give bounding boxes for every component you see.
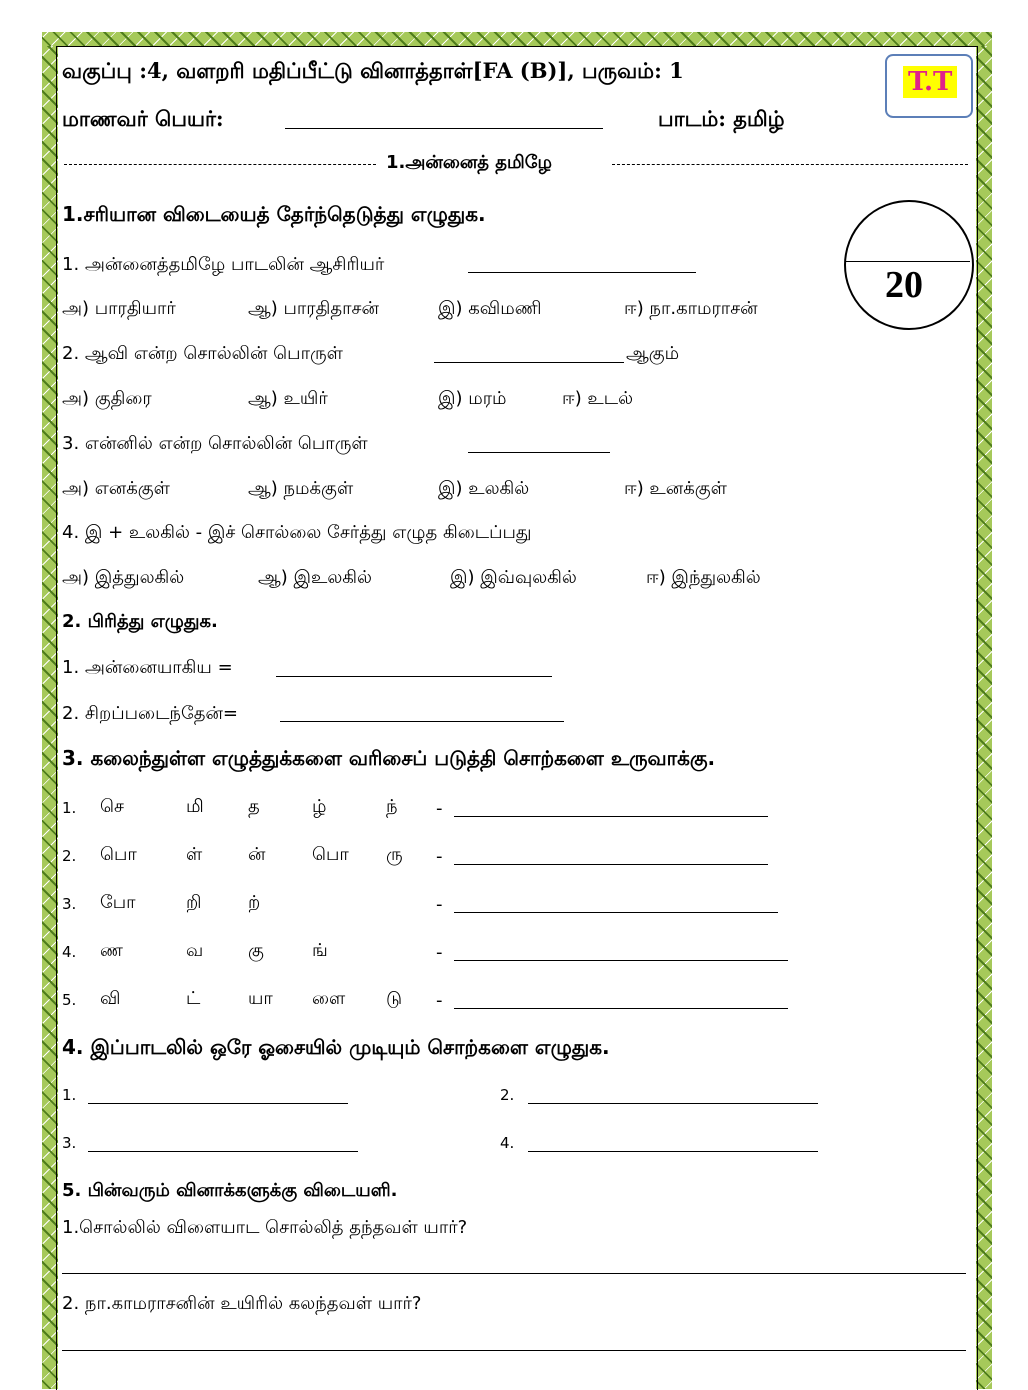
- letter: ந்: [386, 796, 398, 817]
- option-d: ஈ) நா.காமராசன்: [624, 298, 758, 319]
- option-c: இ) கவிமணி: [438, 298, 542, 319]
- dash: -: [436, 798, 443, 819]
- option-a: அ) குதிரை: [62, 388, 152, 409]
- letter: கு: [248, 940, 264, 961]
- divider-left: [64, 164, 376, 165]
- option-b: ஆ) உயிர்: [248, 388, 328, 409]
- question-1: 1. அன்னைத்தமிழே பாடலின் ஆசிரியர்: [62, 254, 385, 275]
- split-item-2: 2. சிறப்படைந்தேன்=: [62, 703, 238, 724]
- option-a: அ) எனக்குள்: [62, 478, 170, 499]
- letter: பொ: [312, 844, 349, 865]
- answer-line-1[interactable]: [62, 1273, 966, 1274]
- option-d: ஈ) இந்துலகில்: [646, 567, 761, 588]
- row-number: 5.: [62, 991, 77, 1009]
- rhyme-number-2: 2.: [500, 1086, 515, 1104]
- rhyme-answer-1[interactable]: [88, 1103, 348, 1104]
- word-answer-4[interactable]: [454, 960, 788, 961]
- rhyme-number-4: 4.: [500, 1134, 515, 1152]
- option-c: இ) மரம்: [438, 388, 507, 409]
- row-number: 3.: [62, 895, 77, 913]
- letter: வி: [100, 988, 121, 1009]
- letter: ற்: [248, 892, 261, 913]
- answer-line-q2[interactable]: [434, 362, 624, 363]
- letter: ங்: [312, 940, 328, 961]
- split-answer-2[interactable]: [280, 721, 564, 722]
- student-name-field[interactable]: [285, 128, 603, 129]
- letter: ழ்: [312, 796, 327, 817]
- letter: ன்: [248, 844, 266, 865]
- dash: -: [436, 846, 443, 867]
- option-d: ஈ) உனக்குள்: [624, 478, 727, 499]
- letter: யா: [248, 988, 273, 1009]
- letter: ள்: [186, 844, 203, 865]
- question-2: 2. ஆவி என்ற சொல்லின் பொருள்: [62, 343, 343, 364]
- option-a: அ) பாரதியார்: [62, 298, 176, 319]
- letter: த: [248, 796, 260, 817]
- total-marks: 20: [885, 264, 923, 306]
- letter: செ: [100, 796, 124, 817]
- option-a: அ) இத்துலகில்: [62, 567, 185, 588]
- letter: பொ: [100, 844, 137, 865]
- letter: ண: [100, 940, 123, 961]
- letter: மி: [186, 796, 204, 817]
- letter: றி: [186, 892, 202, 913]
- answer-line-q3[interactable]: [468, 452, 610, 453]
- option-c: இ) இவ்வுலகில்: [450, 567, 577, 588]
- split-item-1: 1. அன்னையாகிய =: [62, 657, 233, 678]
- divider-right: [612, 164, 968, 165]
- score-divider: [846, 261, 970, 262]
- rhyme-answer-2[interactable]: [528, 1103, 818, 1104]
- section2-title: 2. பிரித்து எழுதுக.: [62, 611, 218, 632]
- letter: ட்: [186, 988, 201, 1009]
- page-border-right: [976, 32, 992, 1389]
- logo: T.T: [903, 66, 957, 98]
- exam-header: வகுப்பு :4, வளறரி மதிப்பீட்டு வினாத்தாள்[FA (B)], பருவம்: 1: [62, 58, 684, 83]
- option-c: இ) உலகில்: [438, 478, 530, 499]
- dash: -: [436, 894, 443, 915]
- question-4: 4. இ + உலகில் - இச் சொல்லை சேர்த்து எழுத கிடைப்பது: [62, 522, 532, 543]
- option-b: ஆ) பாரதிதாசன்: [248, 298, 379, 319]
- dash: -: [436, 990, 443, 1011]
- letter: ரு: [386, 844, 403, 865]
- split-answer-1[interactable]: [276, 676, 552, 677]
- letter: வ: [186, 940, 204, 961]
- letter: டு: [386, 988, 403, 1009]
- answer-question-1: 1.சொல்லில் விளையாட சொல்லித் தந்தவள் யார்?: [62, 1217, 468, 1238]
- rhyme-number-3: 3.: [62, 1134, 77, 1152]
- subject-label: பாடம்: தமிழ்: [658, 106, 785, 131]
- word-answer-2[interactable]: [454, 864, 768, 865]
- answer-question-2: 2. நா.காமராசனின் உயிரில் கலந்தவள் யார்?: [62, 1293, 422, 1314]
- section3-title: 3. கலைந்துள்ள எழுத்துக்களை வரிசைப் படுத்தி சொற்களை உருவாக்கு.: [62, 746, 716, 770]
- word-answer-3[interactable]: [454, 912, 778, 913]
- letter: போ: [100, 892, 136, 913]
- section4-title: 4. இப்பாடலில் ஒரே ஓசையில் முடியும் சொற்களை எழுதுக.: [62, 1035, 610, 1059]
- option-b: ஆ) இஉலகில்: [258, 567, 372, 588]
- option-d: ஈ) உடல்: [562, 388, 634, 409]
- rhyme-number-1: 1.: [62, 1086, 77, 1104]
- section5-title: 5. பின்வரும் வினாக்களுக்கு விடையளி.: [62, 1180, 398, 1201]
- rhyme-answer-3[interactable]: [88, 1151, 358, 1152]
- letter: ளை: [312, 988, 346, 1009]
- lesson-title: 1.அன்னைத் தமிழே: [386, 152, 553, 173]
- question-3: 3. என்னில் என்ற சொல்லின் பொருள்: [62, 433, 368, 454]
- row-number: 4.: [62, 943, 77, 961]
- word-answer-1[interactable]: [454, 816, 768, 817]
- word-answer-5[interactable]: [454, 1008, 788, 1009]
- row-number: 2.: [62, 847, 77, 865]
- row-number: 1.: [62, 799, 77, 817]
- question-2-suffix: ஆகும்: [626, 343, 680, 364]
- page-border-top: [42, 32, 992, 46]
- option-b: ஆ) நமக்குள்: [248, 478, 354, 499]
- student-name-label: மாணவர் பெயர்:: [62, 106, 224, 131]
- answer-line-q1[interactable]: [468, 272, 696, 273]
- section1-title: 1.சரியான விடையைத் தேர்ந்தெடுத்து எழுதுக.: [62, 202, 486, 226]
- dash: -: [436, 942, 443, 963]
- rhyme-answer-4[interactable]: [528, 1151, 818, 1152]
- answer-line-2[interactable]: [62, 1350, 966, 1351]
